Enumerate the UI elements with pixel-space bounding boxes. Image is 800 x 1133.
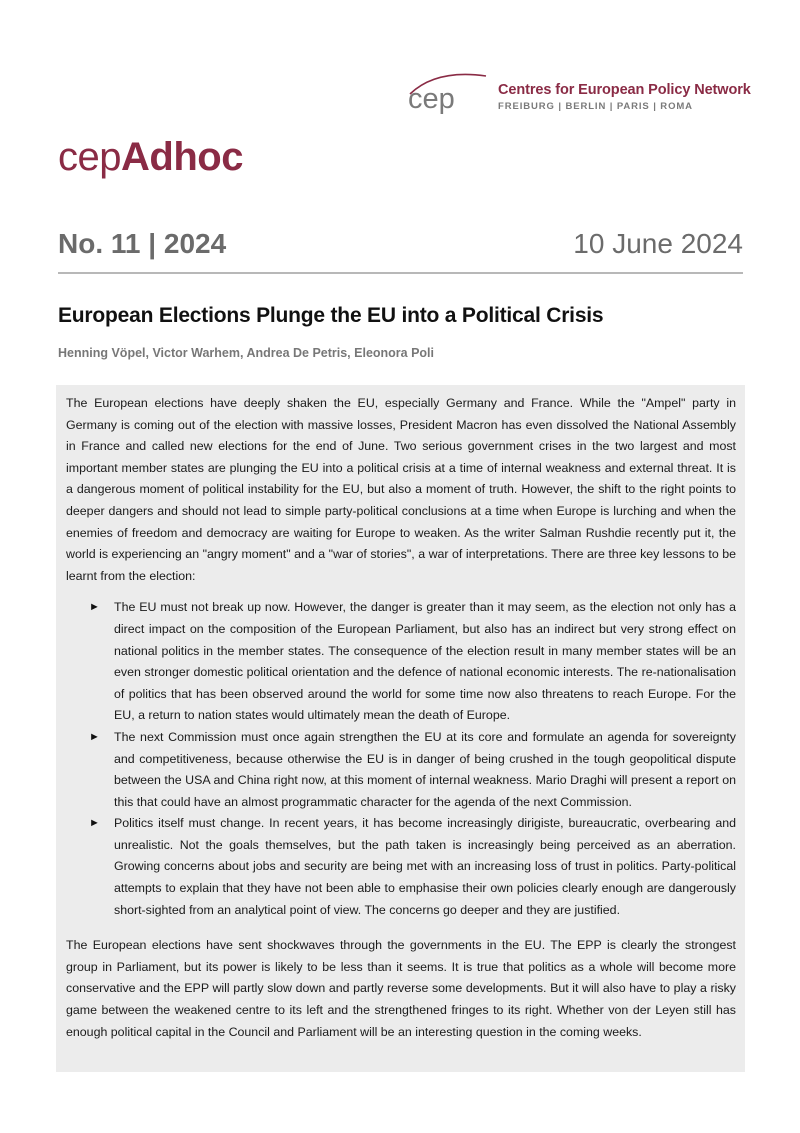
lesson-text: The EU must not break up now. However, the danger is greater than it may seem, as the election not only has a direct impact on the composition of the European Parliament, but also has an indirect but very strong effect on national politics in the member states. The consequence of the election result in many member states will be an even stronger domestic political orientation and the defence of national economic interests. The re-nationalisation of politics that has been observed around the world for some time now also threatens to reach Europe. For the EU, a return to nation states would ultimately mean the death of Europe.	[114, 600, 736, 723]
publication-date: 10 June 2024	[573, 228, 743, 259]
lesson-text: Politics itself must change. In recent years, it has become increasingly dirigiste, bureaucratic, overbearing and unrealistic. Not the goals themselves, but the path taken is increasingly being perceived as an aberration. Growing concerns about jobs and security are being met with an increasing loss of trust in politics. Party-political attempts to explain that they have not been able to emphasise their own policies clearly enough are dangerously short-sighted from an analytical point of view. The concerns go deeper and they are justified.	[114, 816, 736, 917]
issue-number: No. 11 | 2024	[58, 228, 227, 259]
bullet-arrow-icon: ►	[89, 817, 100, 830]
logo-mark-text: cep	[408, 83, 455, 115]
series-brand	[58, 135, 243, 180]
org-name: Centres for European Policy Network	[498, 82, 751, 98]
summary-conclusion: The European elections have sent shockwaves through the governments in the EU. The EPP is clearly the strongest group in Parliament, but its power is likely to be less than it seems. It is true that politics as a whole will become more conservative and the EPP will partly slow down and partly reverse some developments. But it will also have to play a risky game between the weakened centre to its left and the strengthened fringes to its right. Whether von der Leyen still has enough political capital in the Council and Parliament will be an interesting question in the coming weeks.	[66, 938, 736, 1039]
cep-logo-mark	[402, 68, 494, 120]
summary-box	[56, 385, 745, 1072]
org-cities: FREIBURG | BERLIN | PARIS | ROMA	[498, 101, 693, 112]
brand-prefix: cep	[58, 135, 121, 179]
article-authors: Henning Vöpel, Victor Warhem, Andrea De Petris, Eleonora Poli	[58, 346, 435, 360]
bullet-arrow-icon: ►	[89, 730, 100, 743]
brand-suffix: Adhoc	[121, 135, 243, 179]
list-item	[66, 597, 736, 727]
header-divider	[58, 272, 743, 274]
list-item	[66, 727, 736, 813]
lesson-text: The next Commission must once again strengthen the EU at its core and formulate an agenda for sovereignty and competitiveness, because otherwise the EU is in danger of being crushed in the tough geopolitical dispute between the USA and China right now, at this moment of internal weakness. Mario Draghi will present a report on this that could have an almost programmatic character for the agenda of the next Commission.	[114, 729, 736, 809]
list-item	[66, 813, 736, 921]
lessons-list	[66, 597, 736, 921]
article-title: European Elections Plunge the EU into a Political Crisis	[58, 304, 604, 327]
summary-intro: The European elections have deeply shaken the EU, especially Germany and France. While the "Ampel" party in Germany is coming out of the election with massive losses, President Macron has even dissolved the National Assembly in France and called new elections for the end of June. Two serious government crises in the two largest and most important member states are plunging the EU into a political crisis at a time of internal weakness and external threat. It is a dangerous moment of political instability for the EU, but also a moment of truth. However, the shift to the right points to deeper dangers and should not lead to simple party-political conclusions at a time when Europe is lurching and when the enemies of freedom and democracy are waiting for Europe to weaken. As the writer Salman Rushdie recently put it, the world is experiencing an "angry moment" and a "war of stories", a war of interpretations. There are three key lessons to be learnt from the election:	[66, 396, 736, 583]
bullet-arrow-icon: ►	[89, 601, 100, 614]
cep-logo	[402, 68, 751, 120]
